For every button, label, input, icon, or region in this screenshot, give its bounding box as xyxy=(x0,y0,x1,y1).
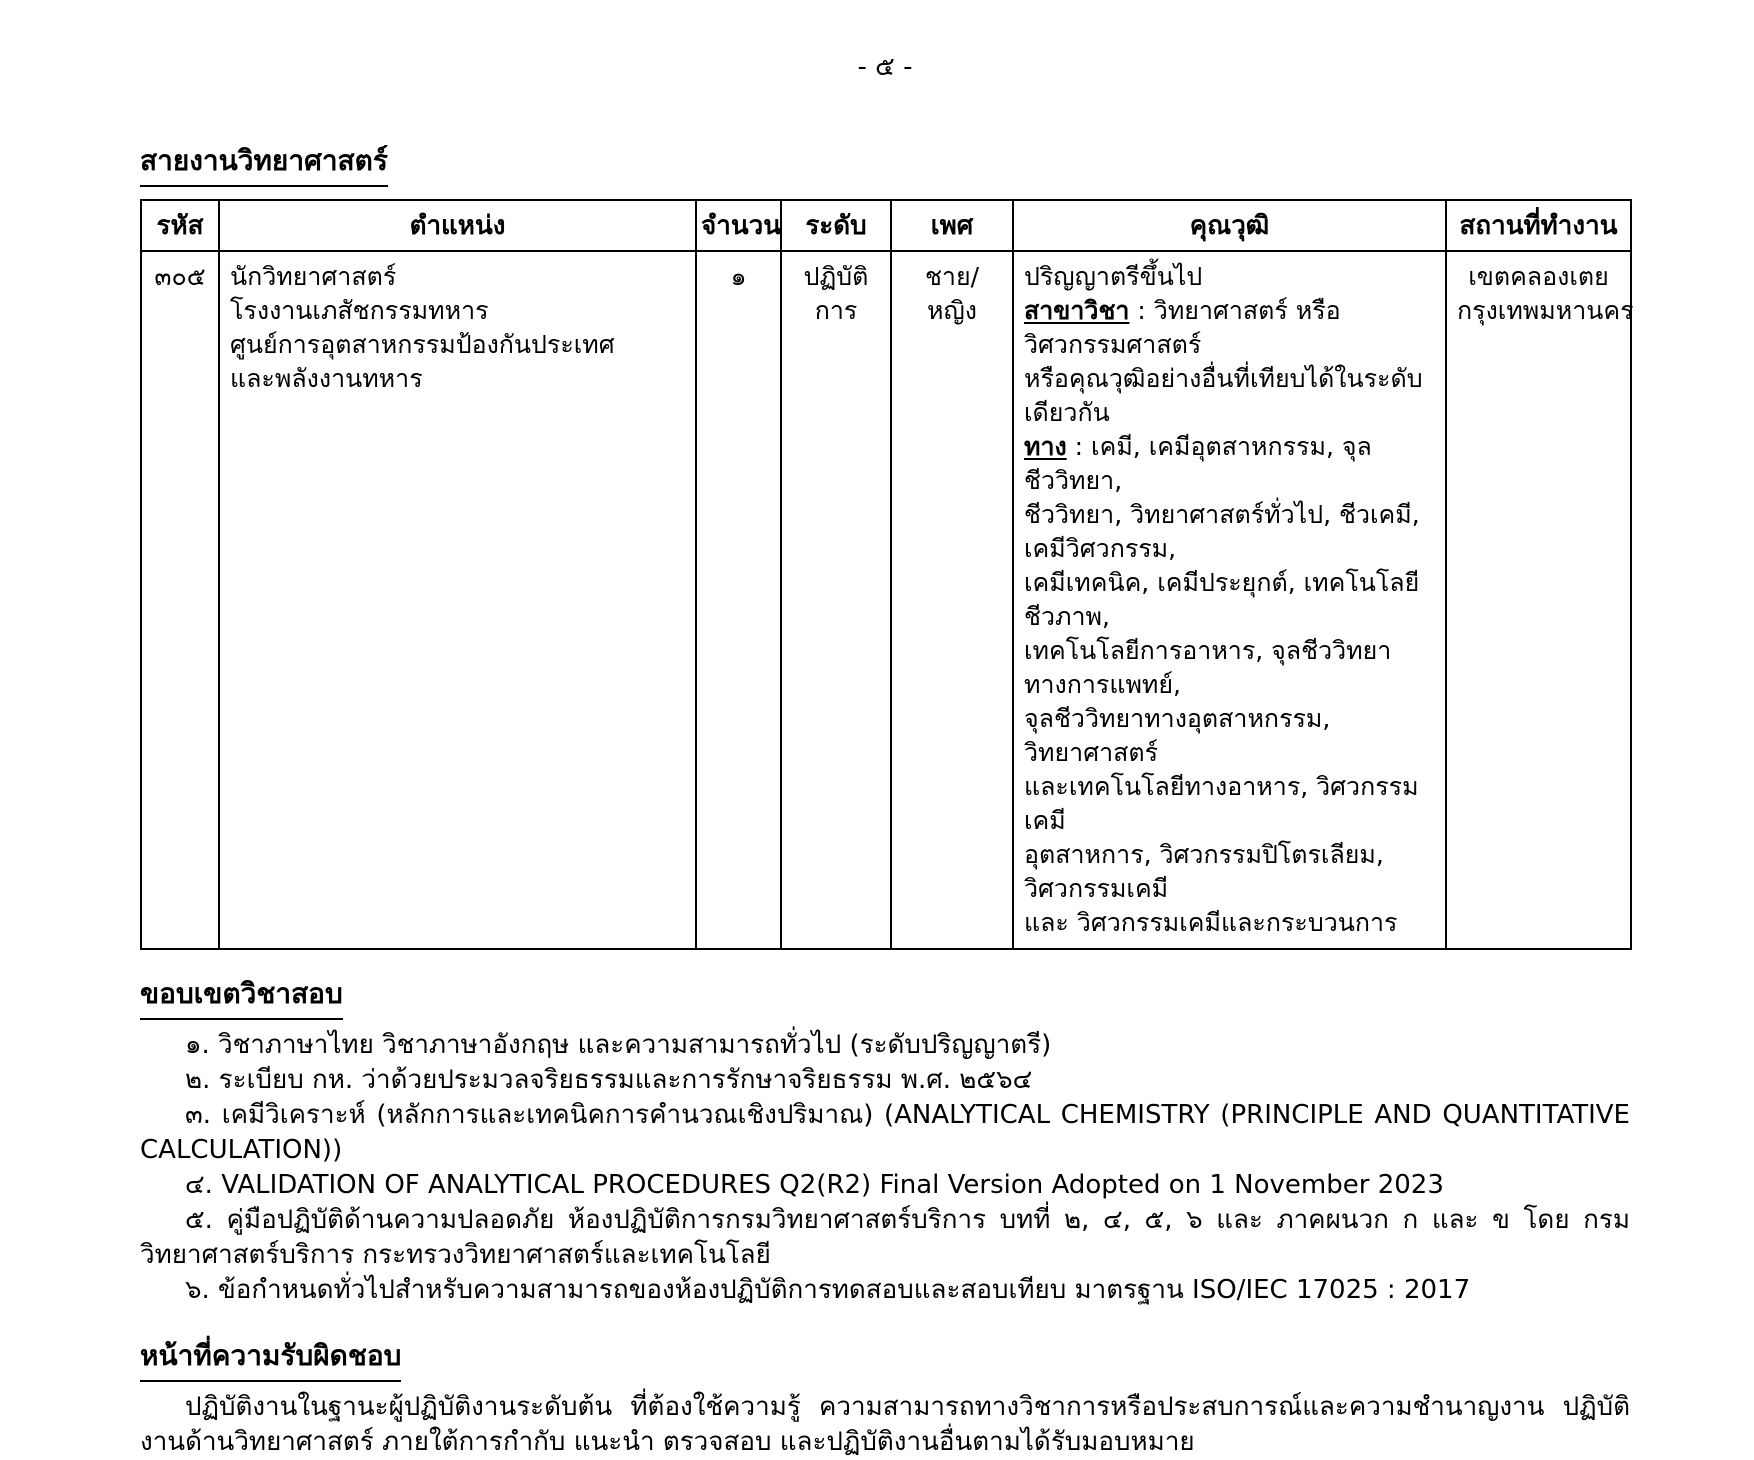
qualification-line: สาขาวิชา : วิทยาศาสตร์ หรือ วิศวกรรมศาสตร์ xyxy=(1024,296,1341,359)
position-cell xyxy=(219,251,696,949)
exam-scope-item: ๓. เคมีวิเคราะห์ (หลักการและเทคนิคการคำนวณเชิงปริมาณ) (ANALYTICAL CHEMISTRY (PRINCIPLE AND QUANTITATIVE CALCULATION)) xyxy=(140,1100,1630,1165)
exam-scope-section xyxy=(140,972,1630,1308)
exam-scope-item: ๔. VALIDATION OF ANALYTICAL PROCEDURES Q2(R2) Final Version Adopted on 1 November 2023 xyxy=(185,1170,1444,1200)
workplace-cell xyxy=(1446,251,1634,949)
duties-title xyxy=(140,1334,1630,1382)
code-cell: ๓๐๕ xyxy=(141,251,219,949)
qualification-line: จุลชีววิทยาทางอุตสาหกรรม, วิทยาศาสตร์ xyxy=(1024,704,1331,767)
exam-scope-item: ๕. คู่มือปฏิบัติด้านความปลอดภัย ห้องปฏิบัติการกรมวิทยาศาสตร์บริการ บทที่ ๒, ๔, ๕, ๖ และ ภาคผนวก ก และ ข โดย กรมวิทยาศาสตร์บริการ กระทรวงวิทยาศาสตร์และเทคโนโลยี xyxy=(140,1205,1630,1270)
position-line: ศูนย์การอุตสาหกรรมป้องกันประเทศ xyxy=(230,330,615,359)
qualification-line: เทคโนโลยีการอาหาร, จุลชีววิทยาทางการแพทย์, xyxy=(1024,636,1392,699)
exam-scope-title-text: ขอบเขตวิชาสอบ xyxy=(140,972,343,1020)
page-number: - ๕ - xyxy=(857,52,913,82)
exam-scope-item: ๑. วิชาภาษาไทย วิชาภาษาอังกฤษ และความสามารถทั่วไป (ระดับปริญญาตรี) xyxy=(185,1030,1052,1060)
col-header-qualification: คุณวุฒิ xyxy=(1013,200,1446,251)
qualification-line: และ วิศวกรรมเคมีและกระบวนการ xyxy=(1024,908,1398,937)
duties-paragraph: ปฏิบัติงานในฐานะผู้ปฏิบัติงานระดับต้น ที่ต้องใช้ความรู้ ความสามารถทางวิชาการหรือประสบการณ์และความชำนาญงาน ปฏิบัติงานด้านวิทยาศาสตร์ ภายใต้การกำกับ แนะนำ ตรวจสอบ และปฏิบัติงานอื่นตามได้รับมอบหมาย xyxy=(140,1392,1630,1457)
position-line: และพลังงานทหาร xyxy=(230,364,423,393)
career-line-title xyxy=(140,139,1630,187)
exam-scope-title xyxy=(140,972,1630,1020)
gender-cell: ชาย/หญิง xyxy=(891,251,1013,949)
col-header-level: ระดับ xyxy=(781,200,891,251)
position-line: นักวิทยาศาสตร์ xyxy=(230,262,397,291)
qualification-line: เคมีเทคนิค, เคมีประยุกต์, เทคโนโลยีชีวภาพ, xyxy=(1024,568,1420,631)
qualification-line: และเทคโนโลยีทางอาหาร, วิศวกรรมเคมี xyxy=(1024,772,1419,835)
qualification-line: ทาง : เคมี, เคมีอุตสาหกรรม, จุลชีววิทยา, xyxy=(1024,432,1372,495)
career-line-title-text: สายงานวิทยาศาสตร์ xyxy=(140,139,388,187)
table-header-row xyxy=(141,200,1631,251)
col-header-position: ตำแหน่ง xyxy=(219,200,696,251)
table-row xyxy=(141,251,1631,949)
level-cell: ปฏิบัติการ xyxy=(781,251,891,949)
workplace-line: เขตคลองเตย xyxy=(1468,262,1609,291)
exam-scope-item: ๒. ระเบียบ กห. ว่าด้วยประมวลจริยธรรมและการรักษาจริยธรรม พ.ศ. ๒๕๖๔ xyxy=(185,1065,1033,1095)
col-header-workplace: สถานที่ทำงาน xyxy=(1446,200,1631,251)
qualification-line: อุตสาหการ, วิศวกรรมปิโตรเลียม, วิศวกรรมเคมี xyxy=(1024,840,1384,903)
col-header-gender: เพศ xyxy=(891,200,1013,251)
quantity-cell: ๑ xyxy=(696,251,781,949)
exam-scope-item: ๖. ข้อกำหนดทั่วไปสำหรับความสามารถของห้องปฏิบัติการทดสอบและสอบเทียบ มาตรฐาน ISO/IEC 17025 : 2017 xyxy=(185,1275,1471,1305)
qualification-label: ทาง xyxy=(1024,432,1067,461)
duties-title-text: หน้าที่ความรับผิดชอบ xyxy=(140,1334,401,1382)
qualification-line: หรือคุณวุฒิอย่างอื่นที่เทียบได้ในระดับเดียวกัน xyxy=(1024,364,1423,427)
workplace-line: กรุงเทพมหานคร xyxy=(1457,296,1634,325)
qualification-label: สาขาวิชา xyxy=(1024,296,1130,325)
qualification-line: ปริญญาตรีขึ้นไป xyxy=(1024,262,1203,291)
col-header-code: รหัส xyxy=(141,200,219,251)
duties-section xyxy=(140,1334,1630,1460)
position-line: โรงงานเภสัชกรรมทหาร xyxy=(230,296,489,325)
col-header-quantity: จำนวน xyxy=(696,200,781,251)
qualification-line: ชีววิทยา, วิทยาศาสตร์ทั่วไป, ชีวเคมี, เคมีวิศวกรรม, xyxy=(1024,500,1420,563)
qualification-cell xyxy=(1013,251,1446,949)
positions-table xyxy=(140,199,1632,950)
